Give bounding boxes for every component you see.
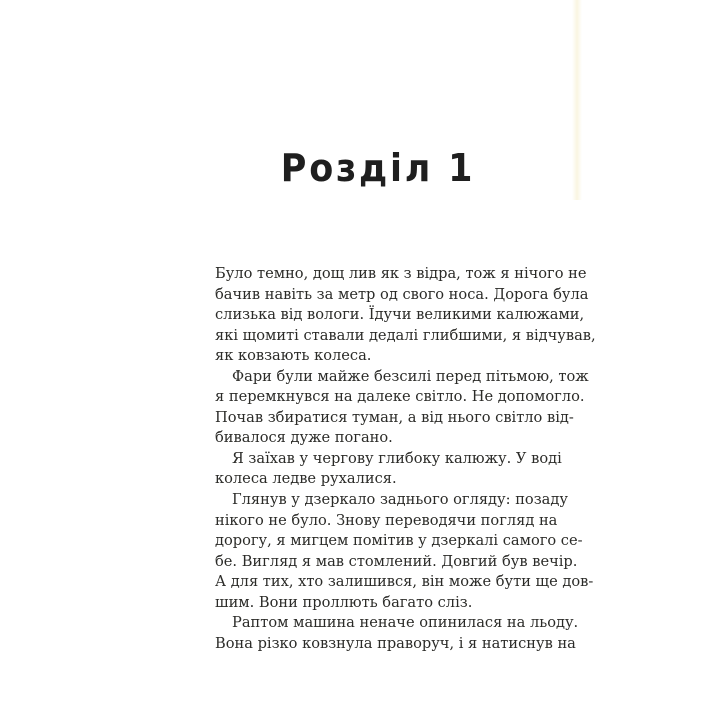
text-line: дорогу, я мигцем помітив у дзеркалі самого се- bbox=[215, 532, 583, 550]
chapter-title: Розділ 1 bbox=[280, 146, 476, 190]
text-line: Вона різко ковзнула праворуч, і я натиснув на bbox=[215, 634, 576, 652]
text-line: я перемкнувся на далеке світло. Не допомогло. bbox=[215, 388, 585, 406]
text-line: бачив навіть за метр од свого носа. Дорога була bbox=[215, 285, 589, 303]
text-line: Я заїхав у чергову глибоку калюжу. У воді bbox=[232, 449, 562, 467]
text-line: шим. Вони проллють багато сліз. bbox=[215, 593, 473, 611]
text-line: А для тих, хто залишився, він може бути ще дов- bbox=[215, 573, 594, 591]
text-line: Було темно, дощ лив як з відра, тож я нічого не bbox=[215, 265, 587, 282]
text-line: Глянув у дзеркало заднього огляду: позаду bbox=[232, 491, 568, 509]
text-line: бе. Вигляд я мав стомлений. Довгий був вечір. bbox=[215, 552, 578, 570]
text-line: Почав збиратися туман, а від нього світло від- bbox=[215, 408, 574, 426]
text-line: нікого не було. Знову переводячи погляд на bbox=[215, 511, 558, 529]
text-line: слизька від вологи. Їдучи великими калюжами, bbox=[215, 306, 585, 324]
text-line: Фари були майже безсилі перед пітьмою, тож bbox=[232, 367, 589, 385]
chapter-body-text bbox=[215, 264, 596, 654]
text-line: як ковзають колеса. bbox=[215, 347, 372, 365]
text-line: Раптом машина неначе опинилася на льоду. bbox=[232, 614, 579, 632]
text-line: бивалося дуже погано. bbox=[215, 429, 393, 447]
text-line: колеса ледве рухалися. bbox=[215, 470, 397, 488]
text-line: які щомиті ставали дедалі глибшими, я відчував, bbox=[215, 326, 596, 344]
